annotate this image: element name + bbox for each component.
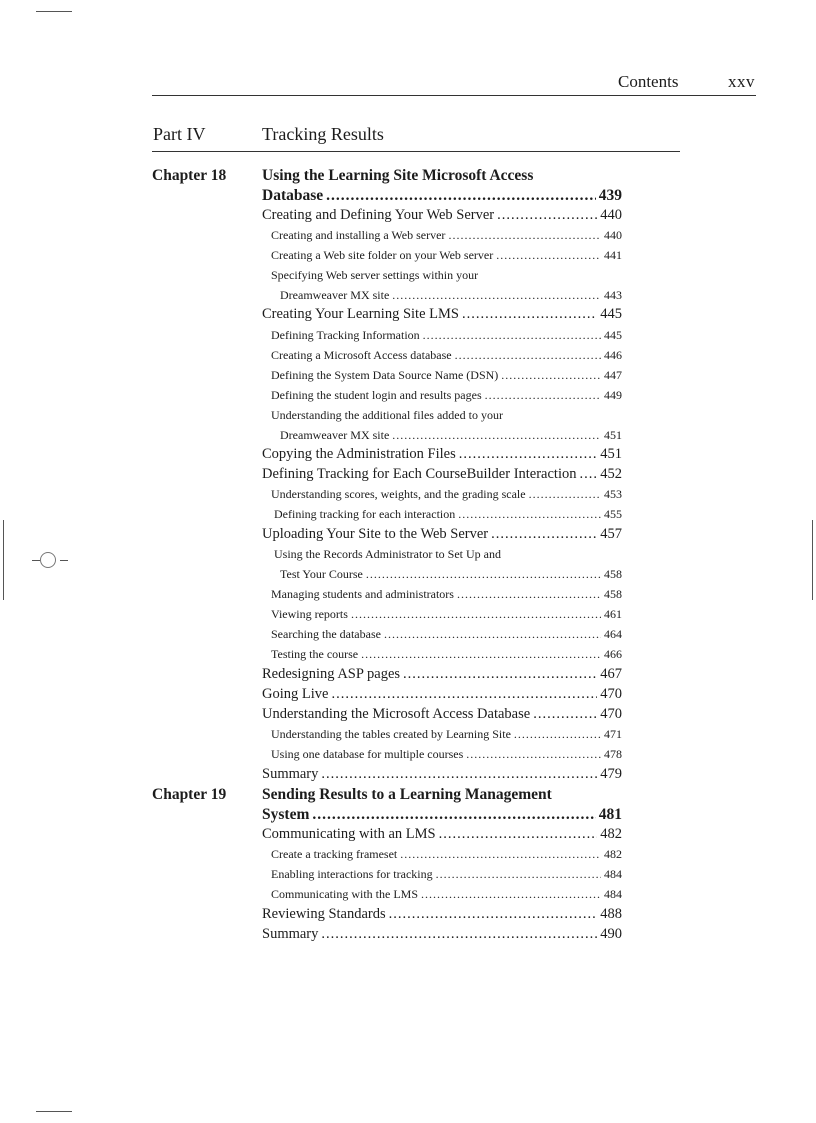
toc-subentry[interactable] [280,288,622,308]
leader-dots [361,647,601,662]
toc-entry-title: Creating a Microsoft Access database [271,348,452,362]
running-head-page-number: xxv [728,72,755,91]
chapter-19-title-line2: System [262,806,310,823]
leader-dots [321,926,597,943]
leader-dots [514,727,601,742]
leader-dots [392,428,601,443]
toc-entry-title: Understanding the Microsoft Access Database [262,706,531,722]
page-number: 440 [604,228,622,242]
leader-dots [436,867,601,882]
toc-subentry[interactable] [274,507,622,527]
toc-entry[interactable] [262,926,622,946]
toc-entry-title: Managing students and administrators [271,587,454,601]
toc-entry-title: Defining Tracking for Each CourseBuilder Interaction [262,466,577,482]
toc-subentry[interactable] [271,607,622,627]
leader-dots [439,826,598,843]
leader-dots [459,446,598,463]
crop-mark-top-left [36,11,72,12]
toc-entry-title: Creating and installing a Web server [271,228,446,242]
leader-dots [403,666,597,683]
page-number: 470 [600,706,622,722]
chapter-19-title-line1: Sending Results to a Learning Management [262,786,552,803]
leader-dots [366,567,601,582]
toc-subentry[interactable] [271,627,622,647]
toc-subentry[interactable] [271,328,622,348]
page-number: 482 [604,847,622,861]
chapter-18-title-row[interactable] [262,187,622,207]
toc-entry-title: Enabling interactions for tracking [271,867,433,881]
toc-entry-title: Creating a Web site folder on your Web server [271,248,494,262]
page-number: 453 [604,487,622,501]
toc-entry-title: Redesigning ASP pages [262,666,401,682]
page-number: 464 [604,627,622,641]
toc-entry-title: Reviewing Standards [262,906,386,922]
page-number: 482 [600,826,622,842]
page-number: 471 [604,727,622,741]
part-title: Tracking Results [262,124,384,144]
page-number: 443 [604,288,622,302]
toc-subentry[interactable] [271,388,622,408]
toc-entry-title: Communicating with an LMS [262,826,436,842]
toc-entry-title: Understanding scores, weights, and the grading scale [271,487,526,501]
toc-subentry[interactable] [271,647,622,667]
leader-dots [421,887,601,902]
page-number: 488 [600,906,622,922]
leader-dots [351,607,601,622]
toc-entry-title: Testing the course [271,647,359,661]
registration-mark-icon [40,552,56,568]
toc-entry-title: Create a tracking frameset [271,847,398,861]
page-number: 445 [600,306,622,322]
leader-dots [458,507,601,522]
toc-subentry[interactable] [271,228,622,248]
toc-subentry[interactable] [271,847,622,867]
toc-entry-title: Summary [262,766,319,782]
page-number: 481 [598,806,622,823]
leader-dots [533,706,597,723]
leader-dots [455,348,601,363]
leader-dots [312,806,595,824]
leader-dots [448,228,601,243]
chapter-18-label: Chapter 18 [152,167,227,184]
page-number: 470 [600,686,622,702]
page-number: 466 [604,647,622,661]
toc-entry-title: Dreamweaver MX site [280,288,390,302]
part-label: Part IV [153,124,206,144]
leader-dots [457,587,601,602]
leader-dots [501,368,601,383]
page-number: 461 [604,607,622,621]
page-number: 455 [604,507,622,521]
page-number: 451 [604,428,622,442]
page-number: 440 [600,207,622,223]
toc-entry-title: Searching the database [271,627,381,641]
page-number: 449 [604,388,622,402]
toc-subentry[interactable] [271,727,622,747]
leader-dots [462,306,597,323]
toc-entry-title: Going Live [262,686,329,702]
toc-entry[interactable] [262,466,622,486]
toc-entry-title: Dreamweaver MX site [280,428,390,442]
toc-entry-title: Creating and Defining Your Web Server [262,207,495,223]
toc-entry-title: Defining Tracking Information [271,328,420,342]
page-number: 484 [604,887,622,901]
toc-entry[interactable] [262,686,622,706]
crop-mark-left-edge [3,520,4,600]
leader-dots [331,686,597,703]
page-number: 446 [604,348,622,362]
leader-dots [466,747,601,762]
toc-entry[interactable] [262,306,622,326]
leader-dots [389,906,598,923]
toc-entry[interactable] [262,207,622,227]
toc-subentry[interactable] [271,248,622,268]
page-number: 445 [604,328,622,342]
page-number: 452 [600,466,622,482]
chapter-19-title-row[interactable] [262,806,622,826]
crop-mark-bottom-left [36,1111,72,1112]
toc-subentry[interactable] [280,567,622,587]
toc-entry-title: Understanding the tables created by Learning Site [271,727,511,741]
running-head [152,70,756,96]
leader-dots [491,526,597,543]
toc-entry-title: Defining the student login and results pages [271,388,482,402]
leader-dots [580,466,598,483]
page-number: 458 [604,567,622,581]
toc-entry[interactable] [262,766,622,786]
toc-subentry[interactable] [271,587,622,607]
leader-dots [384,627,601,642]
page-number: 439 [598,187,622,204]
page-number: 451 [600,446,622,462]
page-number: 457 [600,526,622,542]
page-number: 441 [604,248,622,262]
toc-entry-title: Viewing reports [271,607,348,621]
part-heading [152,124,680,152]
toc-subentry[interactable] [271,747,622,767]
page-number: 484 [604,867,622,881]
chapter-19-label: Chapter 19 [152,786,227,803]
toc-entry-title: Uploading Your Site to the Web Server [262,526,489,542]
toc-entry[interactable] [262,526,622,546]
page-number: 447 [604,368,622,382]
page-number: 458 [604,587,622,601]
toc-entry-title: Defining the System Data Source Name (DSN) [271,368,499,382]
toc-subentry[interactable] [271,887,622,907]
toc-entry[interactable] [262,666,622,686]
leader-dots [496,248,601,263]
toc-subentry-line1: Understanding the additional files added to your [271,408,503,422]
chapter-18-title-line2: Database [262,187,324,204]
toc-entry-title: Defining tracking for each interaction [274,507,456,521]
leader-dots [497,207,597,224]
toc-subentry-line1: Specifying Web server settings within your [271,268,479,282]
toc-entry-title: Communicating with the LMS [271,887,418,901]
leader-dots [423,328,601,343]
toc-entry-title: Creating Your Learning Site LMS [262,306,459,322]
chapter-18-title-line1: Using the Learning Site Microsoft Access [262,167,534,184]
crop-mark-right-edge [812,520,813,600]
toc-subentry[interactable] [271,348,622,368]
leader-dots [321,766,597,783]
running-head-title: Contents [618,72,679,91]
leader-dots [326,187,596,205]
page-number: 479 [600,766,622,782]
toc-entry-title: Copying the Administration Files [262,446,456,462]
leader-dots [400,847,601,862]
toc-entry-title: Using one database for multiple courses [271,747,464,761]
leader-dots [529,487,601,502]
leader-dots [485,388,601,403]
toc-entry-title: Test Your Course [280,567,363,581]
leader-dots [392,288,601,303]
toc-subentry[interactable] [271,368,622,388]
toc-entry[interactable] [262,906,622,926]
toc-entry[interactable] [262,706,622,726]
toc-entry[interactable] [262,826,622,846]
page-number: 478 [604,747,622,761]
registration-tick-right [60,560,68,561]
page-number: 490 [600,926,622,942]
registration-tick-left [32,560,40,561]
page-number: 467 [600,666,622,682]
toc-entry[interactable] [262,446,622,466]
toc-entry-title: Summary [262,926,319,942]
toc-subentry[interactable] [271,487,622,507]
toc-subentry[interactable] [271,867,622,887]
toc-subentry[interactable] [280,428,622,448]
toc-subentry-line1: Using the Records Administrator to Set Up and [274,547,501,561]
